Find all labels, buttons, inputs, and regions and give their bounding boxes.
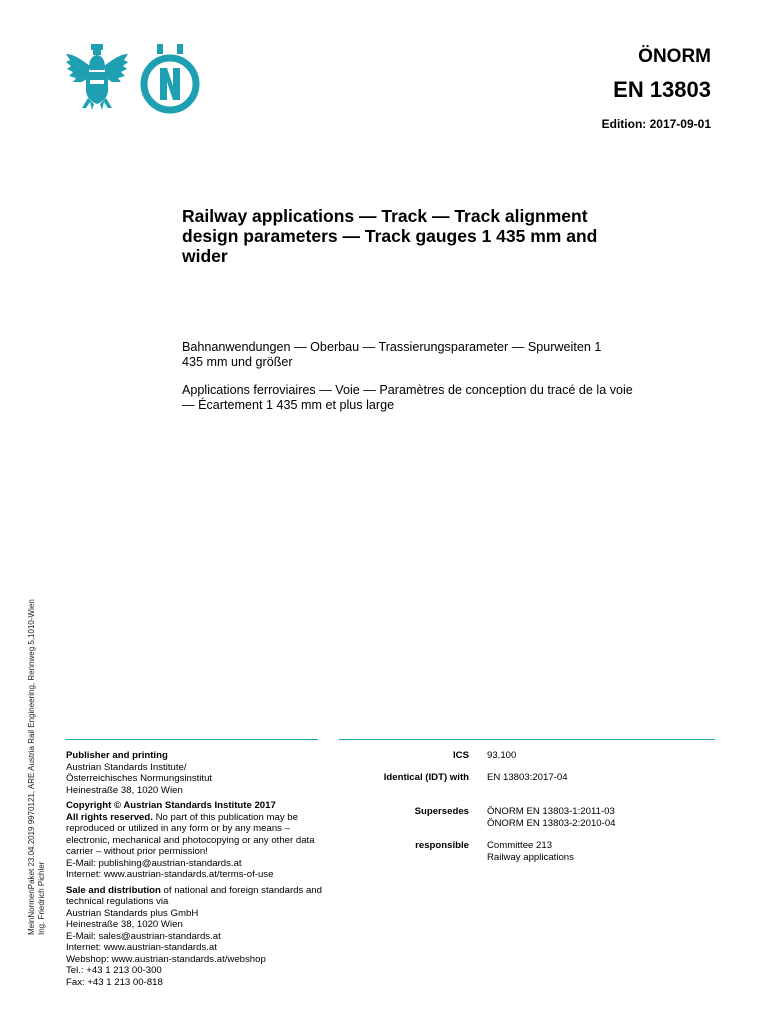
standard-name: ÖNORM — [638, 46, 711, 67]
on-standards-logo — [140, 44, 200, 114]
ics-value: 93.100 — [487, 750, 517, 761]
publisher-line2: Österreichisches Normungsinstitut — [66, 773, 213, 784]
ics-label: ICS — [453, 750, 469, 761]
sales-section — [66, 885, 326, 989]
publisher-section — [66, 750, 326, 796]
sales-webshop: Webshop: www.austrian-standards.at/webshop — [66, 953, 266, 965]
identical-value: EN 13803:2017-04 — [487, 772, 568, 783]
publisher-line3: Heinestraße 38, 1020 Wien — [66, 784, 183, 796]
publisher-info — [66, 750, 326, 992]
license-line1: MeinNormenPaket 23.04.2019 9970121, ARE Austria Rail Engineering, Rennweg 5,1010-Wien — [27, 599, 36, 935]
responsible-label: responsible — [415, 840, 469, 851]
sales-email: E-Mail: sales@austrian-standards.at — [66, 930, 221, 942]
copyright-heading: Copyright © Austrian Standards Institute 2017 — [66, 800, 276, 811]
title-german: Bahnanwendungen — Oberbau — Trassierungsparameter — Spurweiten 1 435 mm und größer — [182, 340, 602, 369]
copyright-section — [66, 800, 326, 881]
license-line2: Ing. Friedrich Pichler — [37, 861, 46, 935]
sales-heading: Sale and distribution — [66, 884, 161, 896]
sales-address: Heinestraße 38, 1020 Wien — [66, 919, 183, 930]
publisher-heading: Publisher and printing — [66, 750, 168, 761]
responsible-value-2: Railway applications — [487, 852, 574, 863]
austrian-eagle-logo — [64, 42, 130, 114]
publisher-line1: Austrian Standards Institute/ — [66, 761, 187, 773]
sales-tel: Tel.: +43 1 213 00-300 — [66, 965, 162, 976]
divider-right — [339, 739, 715, 740]
sales-internet: Internet: www.austrian-standards.at — [66, 942, 217, 953]
copyright-internet: Internet: www.austrian-standards.at/terms-of-use — [66, 869, 274, 880]
sales-fax: Fax: +43 1 213 00-818 — [66, 976, 163, 988]
sales-text: of national and foreign standards and technical regulations via — [66, 884, 322, 907]
supersedes-label: Supersedes — [414, 806, 469, 817]
edition-date: Edition: 2017-09-01 — [601, 117, 711, 131]
title-french: Applications ferroviaires — Voie — Paramètres de conception du tracé de la voie — Écartement 1 435 mm et plus large — [182, 383, 633, 412]
supersedes-value-1: ÖNORM EN 13803-1:2011-03 — [487, 806, 615, 817]
sales-company: Austrian Standards plus GmbH — [66, 907, 199, 919]
supersedes-value-2: ÖNORM EN 13803-2:2010-04 — [487, 818, 616, 829]
copyright-email: E-Mail: publishing@austrian-standards.at — [66, 857, 242, 869]
copyright-rights: All rights reserved. — [66, 811, 153, 823]
divider-left — [65, 739, 318, 740]
copyright-text: No part of this publication may be reproduced or utilized in any form or by any means – electronic, mechanical and photocopying or any other data carrier – without prior permission! — [66, 811, 315, 857]
license-watermark — [27, 585, 47, 935]
identical-label: Identical (IDT) with — [383, 772, 469, 783]
standard-number: EN 13803 — [613, 77, 711, 102]
responsible-value-1: Committee 213 — [487, 840, 553, 851]
title-english: Railway applications — Track — Track alignment design parameters — Track gauges 1 435 mm and wider — [182, 206, 598, 266]
